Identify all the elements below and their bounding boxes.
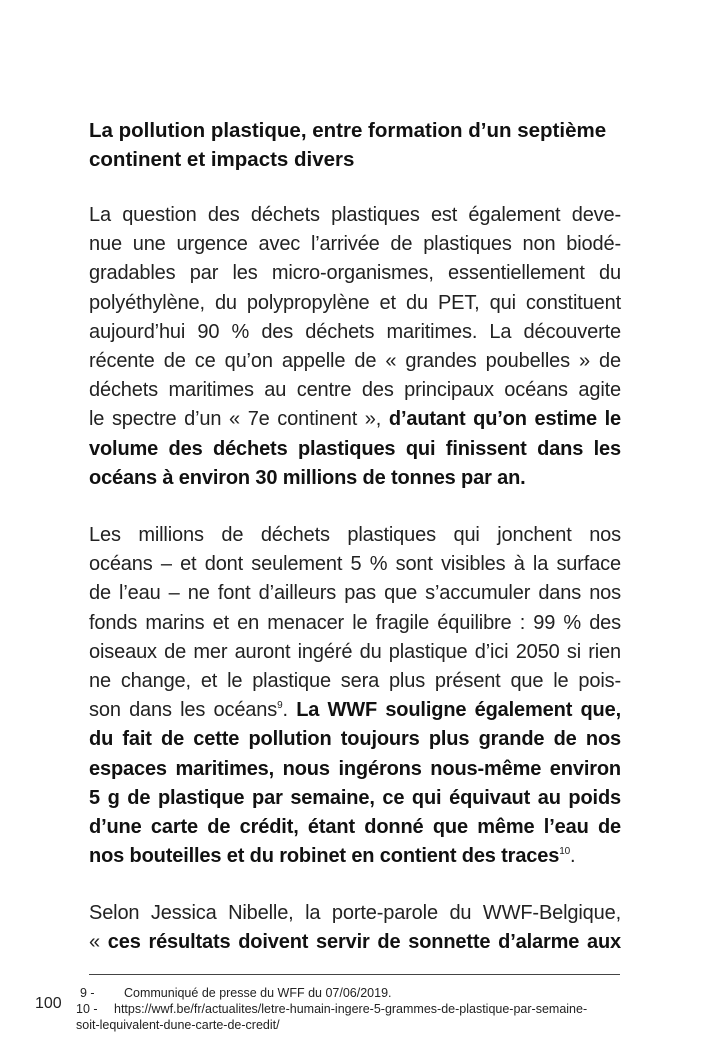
footnote-continuation	[60, 1017, 650, 1033]
text-line	[89, 464, 621, 493]
footnotes	[60, 985, 650, 1033]
paragraph-1	[89, 201, 621, 493]
text-line: Les millions de déchets plastiques qui jonchent nos	[89, 524, 621, 546]
footnote-ref: 10	[559, 846, 571, 858]
text-line: déchets maritimes au centre des principaux océans agite	[89, 379, 621, 402]
footnote	[60, 1001, 650, 1017]
text-run: .	[282, 699, 297, 722]
footnote-link[interactable]: https://wwf.be/fr/actualites/letre-humain-ingere-5-grammes-de-plastique-par-semaine-	[114, 1002, 588, 1016]
section-heading	[89, 116, 629, 174]
bold-run: 5 g de plastique par semaine, ce qui équivaut au poids	[89, 786, 621, 809]
text-line	[89, 405, 621, 434]
text-line: de l’eau – ne font d’ailleurs pas que s’accumuler dans nos	[89, 582, 621, 605]
footnote-link[interactable]: soit-lequivalent-dune-carte-de-credit/	[76, 1018, 280, 1032]
bold-run: d’une carte de crédit, étant donné que même l’eau de	[89, 816, 621, 839]
text-run: «	[89, 931, 108, 954]
bold-run: La WWF souligne également que,	[296, 699, 621, 722]
page-number: 100	[35, 995, 62, 1012]
text-line: oiseaux de mer auront ingéré du plastique d’ici 2050 si rien	[89, 640, 621, 663]
text-line	[89, 696, 621, 725]
text-line	[89, 928, 621, 957]
bold-run: océans à environ 30 millions de tonnes par an.	[89, 466, 526, 489]
text-line	[89, 842, 621, 871]
text-line	[89, 435, 621, 464]
text-line: Selon Jessica Nibelle, la porte-parole du WWF-Belgique,	[89, 902, 621, 924]
text-line	[89, 755, 621, 784]
text-line: océans – et dont seulement 5 % sont visibles à la surface	[89, 553, 621, 576]
text-line: ne change, et le plastique sera plus présent que le pois-	[89, 670, 621, 693]
footnote-ref: 9	[277, 700, 283, 712]
text-run: son dans les océans	[89, 699, 278, 722]
bold-run: volume des déchets plastiques qui finissent dans les	[89, 437, 621, 460]
text-run: .	[570, 845, 576, 868]
text-line: polyéthylène, du polypropylène et du PET, qui constituent	[89, 291, 621, 314]
text-line	[89, 813, 621, 842]
text-line	[89, 784, 621, 813]
text-line: La question des déchets plastiques est également deve-	[89, 204, 621, 226]
bold-run: du fait de cette pollution toujours plus grande de nos	[89, 728, 621, 751]
footnote-divider	[89, 974, 620, 975]
text-line: récente de ce qu’on appelle de « grandes poubelles » de	[89, 350, 621, 373]
text-line	[89, 725, 621, 754]
bold-run: nos bouteilles et du robinet en contient des traces	[89, 845, 560, 868]
heading-line: continent et impacts divers	[89, 148, 355, 171]
text-line: aujourd’hui 90 % des déchets maritimes. La découverte	[89, 320, 621, 343]
footnote-text: Communiqué de presse du WFF du 07/06/2019.	[124, 986, 392, 1000]
text-run: le spectre d’un « 7e continent »,	[89, 408, 389, 431]
bold-run: espaces maritimes, nous ingérons nous-même environ	[89, 757, 621, 780]
paragraph-2	[89, 521, 621, 871]
text-line: nue une urgence avec l’arrivée de plastiques non biodé-	[89, 233, 621, 256]
bold-run: d’autant qu’on estime le	[388, 408, 621, 431]
paragraph-3	[89, 899, 621, 957]
footnote-number: 9 -	[80, 986, 95, 1000]
text-line: gradables par les micro-organismes, essentiellement du	[89, 262, 621, 285]
bold-run: ces résultats doivent servir de sonnette d’alarme aux	[107, 931, 621, 954]
text-line: fonds marins et en menacer le fragile équilibre : 99 % des	[89, 611, 621, 634]
footnote-number: 10 -	[76, 1002, 98, 1016]
footnote	[60, 985, 650, 1001]
heading-line: La pollution plastique, entre formation d’un septième	[89, 119, 607, 142]
